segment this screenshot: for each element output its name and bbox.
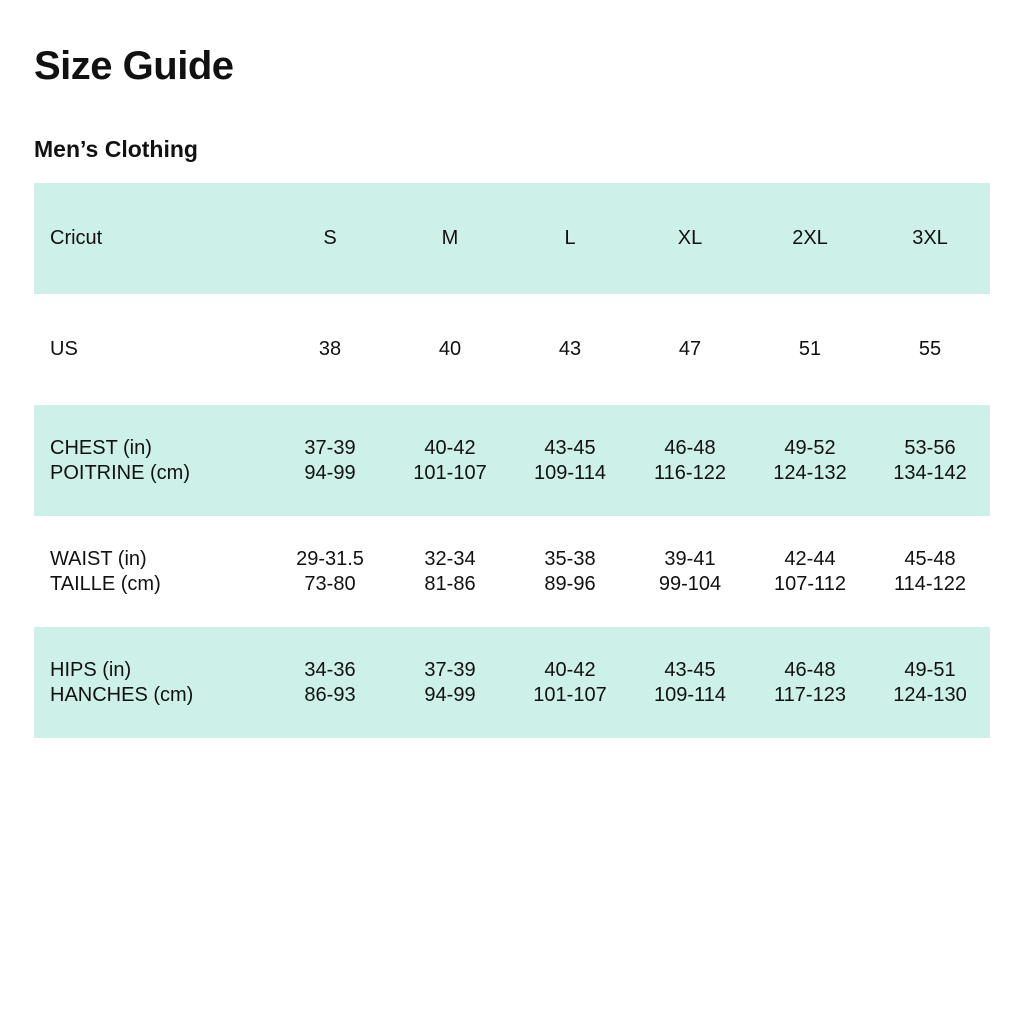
hips-value-cell [510,627,630,738]
waist-label-cm: TAILLE (cm) [50,572,161,595]
hips-label-in: HIPS (in) [50,658,132,681]
chest-label-cell [34,405,270,516]
chest-in-value: 53-56 [904,436,956,459]
hips-cm-value: 117-123 [774,683,846,706]
chest-cm-value: 124-132 [773,461,847,484]
waist-cm-value: 89-96 [544,572,596,595]
size-header-cell: 3XL [912,227,948,249]
hips-in-value: 40-42 [544,658,596,681]
us-value-cell: 43 [558,338,582,360]
waist-cm-value: 114-122 [894,572,966,595]
waist-label-cell [34,516,270,627]
chest-in-value: 49-52 [784,436,836,459]
page-title: Size Guide [34,44,234,88]
hips-in-value: 49-51 [904,658,956,681]
hips-value-cell [750,627,870,738]
chest-value-cell [270,405,390,516]
chest-value-cell [750,405,870,516]
chest-cm-value: 109-114 [534,461,606,484]
table-row-hips [34,627,990,738]
chest-in-value: 43-45 [544,436,596,459]
waist-label-in: WAIST (in) [50,547,147,570]
hips-value-cell [390,627,510,738]
table-row-waist [34,516,990,627]
hips-in-value: 37-39 [424,658,476,681]
table-row-chest [34,405,990,516]
chest-value-cell [630,405,750,516]
size-header-cell: XL [677,227,703,249]
us-value-cell: 55 [918,338,942,360]
brand-label-cell: Cricut [50,227,103,249]
table-row-us [34,294,990,405]
waist-in-value: 42-44 [784,547,836,570]
size-table [34,183,990,738]
waist-in-value: 35-38 [544,547,596,570]
hips-in-value: 46-48 [784,658,836,681]
us-value-cell: 47 [678,338,702,360]
waist-cm-value: 107-112 [774,572,846,595]
waist-in-value: 29-31.5 [296,547,364,570]
size-header-cell: 2XL [792,227,828,249]
chest-value-cell [870,405,990,516]
hips-value-cell [270,627,390,738]
chest-cm-value: 116-122 [654,461,726,484]
waist-value-cell [630,516,750,627]
waist-in-value: 45-48 [904,547,956,570]
chest-value-cell [390,405,510,516]
waist-cm-value: 81-86 [424,572,476,595]
hips-cm-value: 124-130 [893,683,967,706]
chest-label-cm: POITRINE (cm) [50,461,190,484]
us-value-cell: 38 [318,338,342,360]
hips-cm-value: 109-114 [654,683,726,706]
chest-in-value: 40-42 [424,436,476,459]
waist-value-cell [750,516,870,627]
waist-cm-value: 73-80 [304,572,356,595]
hips-value-cell [630,627,750,738]
hips-value-cell [870,627,990,738]
chest-cm-value: 101-107 [413,461,487,484]
chest-cm-value: 134-142 [893,461,967,484]
waist-value-cell [870,516,990,627]
hips-label-cm: HANCHES (cm) [50,683,194,706]
us-value-cell: 40 [438,338,462,360]
waist-value-cell [510,516,630,627]
waist-in-value: 39-41 [664,547,716,570]
chest-in-value: 37-39 [304,436,356,459]
hips-in-value: 34-36 [304,658,356,681]
section-title: Men’s Clothing [34,136,198,162]
size-header-cell: S [323,227,337,249]
hips-in-value: 43-45 [664,658,716,681]
table-header-row [34,183,990,294]
chest-in-value: 46-48 [664,436,716,459]
waist-cm-value: 99-104 [658,572,722,595]
chest-cm-value: 94-99 [304,461,356,484]
chest-label-in: CHEST (in) [50,436,152,459]
us-value-cell: 51 [798,338,822,360]
hips-cm-value: 94-99 [424,683,476,706]
waist-value-cell [390,516,510,627]
waist-value-cell [270,516,390,627]
hips-label-cell [34,627,270,738]
size-header-cell: M [441,227,459,249]
us-label-cell: US [50,338,78,360]
size-header-cell: L [564,227,576,249]
chest-value-cell [510,405,630,516]
hips-cm-value: 101-107 [533,683,607,706]
waist-in-value: 32-34 [424,547,476,570]
hips-cm-value: 86-93 [304,683,356,706]
